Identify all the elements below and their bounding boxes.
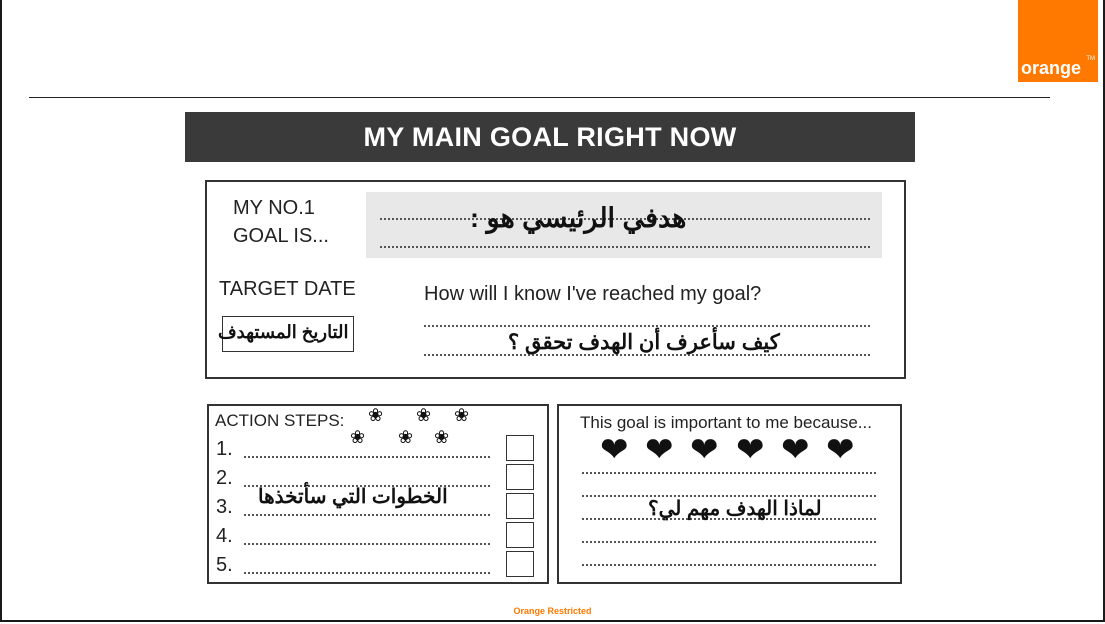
action-step-number: 1. (216, 438, 233, 460)
heart-icon: ❤ (645, 431, 674, 469)
header-divider (29, 97, 1050, 98)
action-step-checkbox[interactable] (506, 522, 534, 548)
reached-dotted-line-1 (424, 325, 870, 327)
action-step-number: 3. (216, 496, 233, 518)
action-step-number: 5. (216, 554, 233, 576)
paw-icon: ❀ (434, 427, 450, 447)
action-step-checkbox[interactable] (506, 464, 534, 490)
action-step-line (244, 456, 490, 458)
action-step-number: 4. (216, 525, 233, 547)
heart-icon: ❤ (826, 431, 855, 469)
action-step-line (244, 543, 490, 545)
goal-dotted-line-2 (380, 246, 870, 248)
importance-label: This goal is important to me because... (580, 413, 872, 432)
goal-arabic-text: هدفي الرئيسي هو : (470, 203, 687, 233)
importance-line (582, 564, 876, 566)
reached-question: How will I know I've reached my goal? (424, 283, 762, 305)
goal-label-line2: GOAL IS... (233, 225, 329, 247)
action-step-checkbox[interactable] (506, 493, 534, 519)
heart-icon: ❤ (600, 431, 629, 469)
paw-icon: ❀ (398, 427, 414, 447)
heart-icon: ❤ (690, 431, 719, 469)
importance-line (582, 541, 876, 543)
importance-arabic-text: لماذا الهدف مهم لي؟ (648, 498, 822, 520)
target-date-label: TARGET DATE (219, 278, 356, 300)
action-steps-label: ACTION STEPS: (215, 411, 345, 430)
worksheet-title: MY MAIN GOAL RIGHT NOW (185, 112, 915, 162)
orange-logo (1018, 0, 1098, 82)
action-step-checkbox[interactable] (506, 551, 534, 577)
paw-icon: ❀ (350, 427, 366, 447)
action-step-checkbox[interactable] (506, 435, 534, 461)
heart-icon: ❤ (736, 431, 765, 469)
logo-trademark: TM (1086, 56, 1095, 62)
heart-icon: ❤ (781, 431, 810, 469)
target-date-arabic: التاريخ المستهدف (218, 322, 349, 342)
paw-icon: ❀ (368, 405, 384, 425)
paw-icon: ❀ (454, 405, 470, 425)
action-arabic-text: الخطوات التي سأتخذها (258, 486, 448, 508)
logo-text: orange (1021, 58, 1082, 78)
classification-footer: Orange Restricted (513, 606, 592, 616)
action-step-line (244, 572, 490, 574)
importance-line (582, 472, 876, 474)
reached-arabic-text: كيف سأعرف أن الهدف تحقق ؟ (508, 331, 780, 354)
goal-label-line1: MY NO.1 (233, 197, 315, 219)
paw-icon: ❀ (416, 405, 432, 425)
action-step-number: 2. (216, 467, 233, 489)
action-step-line (244, 514, 490, 516)
